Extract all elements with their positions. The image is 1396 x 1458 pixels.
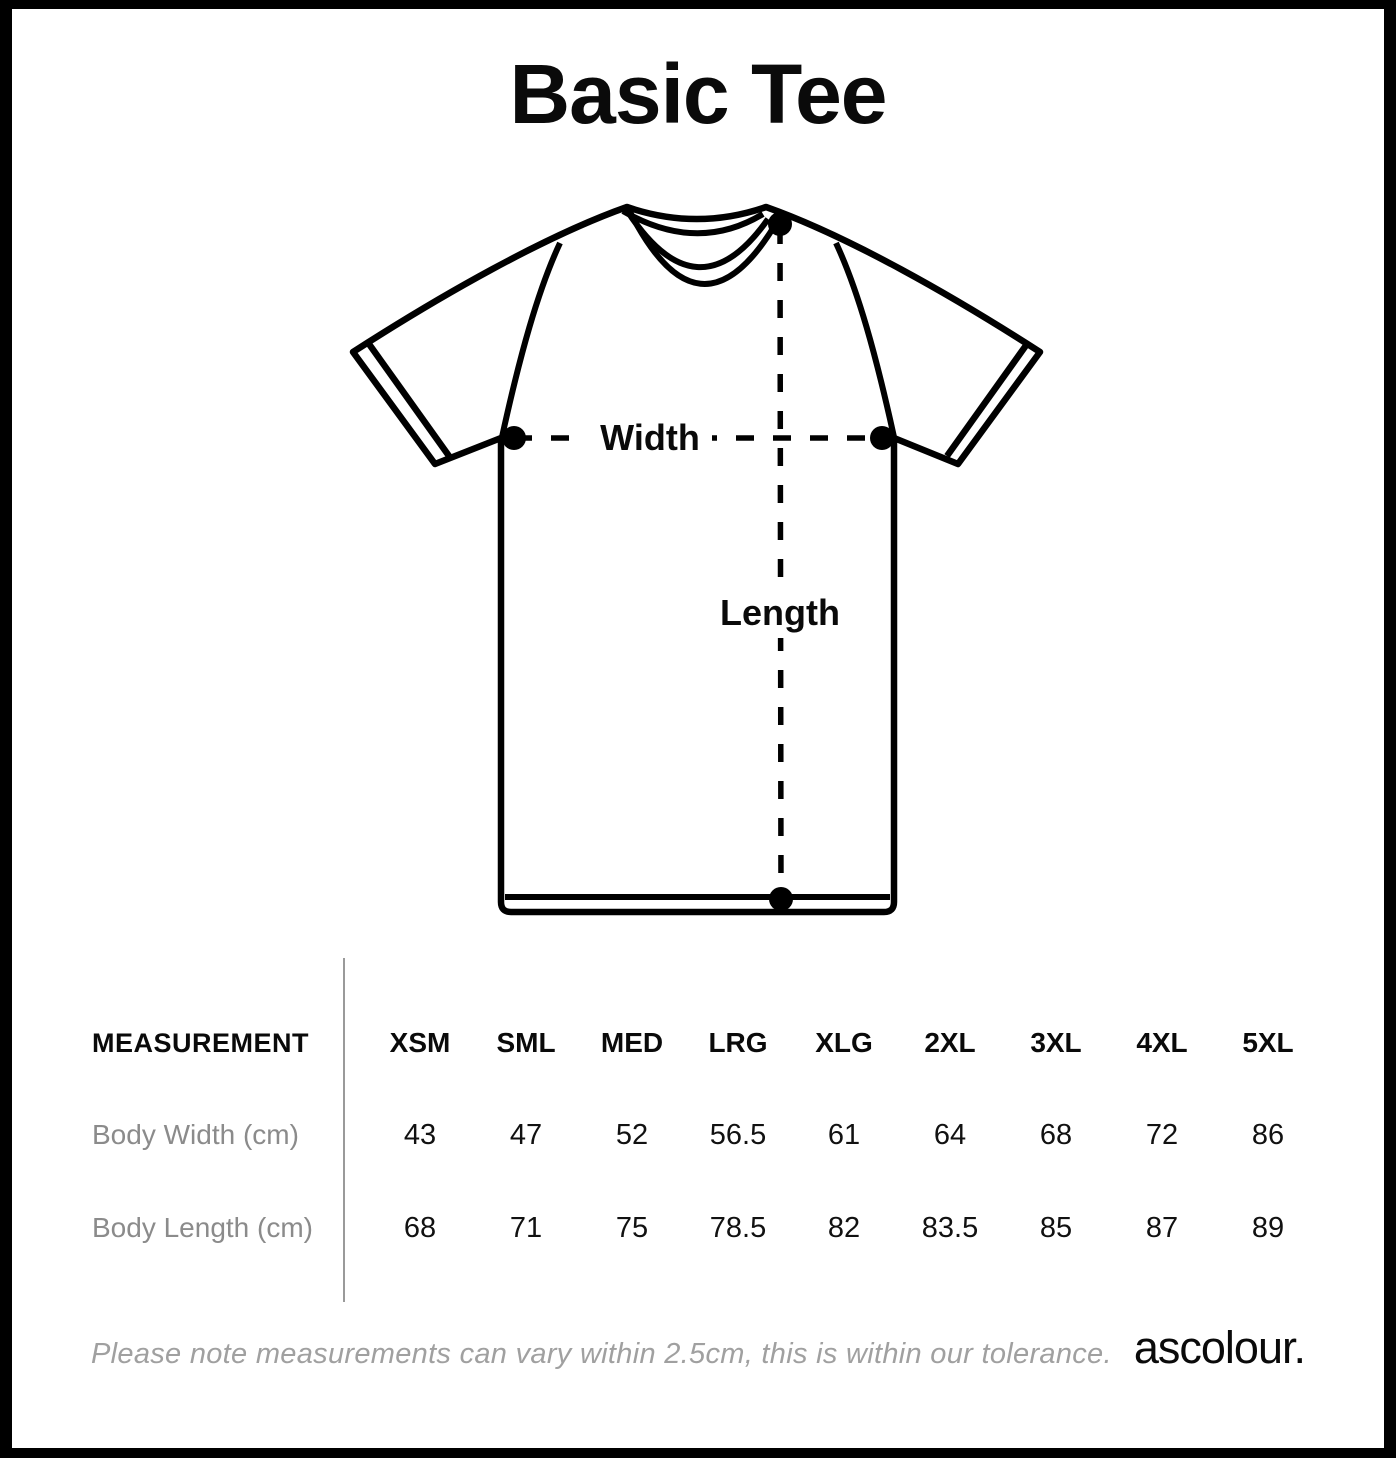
width-label: Width <box>600 417 700 458</box>
table-header-row <box>12 1018 1384 1068</box>
body-width-sml: 47 <box>509 1118 543 1151</box>
column-header-measurement: MEASUREMENT <box>92 1027 310 1058</box>
body-width-med: 52 <box>615 1118 649 1151</box>
column-header-3xl: 3XL <box>1030 1027 1082 1058</box>
body-length-5xl: 89 <box>1251 1211 1285 1244</box>
column-header-xsm: XSM <box>389 1027 451 1058</box>
size-table <box>12 958 1384 1302</box>
column-header-lrg: LRG <box>708 1027 768 1058</box>
body-length-lrg: 78.5 <box>709 1211 767 1244</box>
body-width-xsm: 43 <box>403 1118 437 1151</box>
row-label-body-width: Body Width (cm) <box>92 1119 299 1150</box>
column-header-med: MED <box>600 1027 664 1058</box>
row-label-body-length: Body Length (cm) <box>92 1212 313 1243</box>
body-width-lrg: 56.5 <box>709 1118 767 1151</box>
column-header-xlg: XLG <box>815 1027 873 1058</box>
length-label: Length <box>720 592 840 633</box>
body-width-xlg: 61 <box>827 1118 861 1151</box>
column-header-5xl: 5XL <box>1242 1027 1294 1058</box>
body-length-xsm: 68 <box>403 1211 437 1244</box>
body-width-5xl: 86 <box>1251 1118 1285 1151</box>
column-header-sml: SML <box>496 1027 556 1058</box>
column-header-2xl: 2XL <box>924 1027 976 1058</box>
body-width-2xl: 64 <box>933 1118 967 1151</box>
body-length-3xl: 85 <box>1039 1211 1073 1244</box>
column-header-4xl: 4XL <box>1136 1027 1188 1058</box>
table-row-body-length <box>12 1203 1384 1253</box>
left-underarm-point <box>502 426 526 450</box>
body-length-sml: 71 <box>509 1211 543 1244</box>
tolerance-note: Please note measurements can vary within 2.5cm, this is within our tolerance. <box>91 1338 1112 1370</box>
right-underarm-point <box>870 426 894 450</box>
page-title: Basic Tee <box>509 47 887 141</box>
footer <box>91 1322 1305 1374</box>
neck-point <box>768 212 792 236</box>
body-length-2xl: 83.5 <box>921 1211 979 1244</box>
table-row-body-width <box>12 1110 1384 1160</box>
body-length-4xl: 87 <box>1145 1211 1179 1244</box>
body-length-xlg: 82 <box>827 1211 861 1244</box>
brand-logo: ascolour. <box>1133 1322 1305 1373</box>
body-width-4xl: 72 <box>1145 1118 1179 1151</box>
body-length-med: 75 <box>615 1211 649 1244</box>
tee-measurement-diagram <box>0 185 1396 920</box>
tee-outline <box>353 207 1040 912</box>
hem-point <box>769 887 793 911</box>
body-width-3xl: 68 <box>1039 1118 1073 1151</box>
